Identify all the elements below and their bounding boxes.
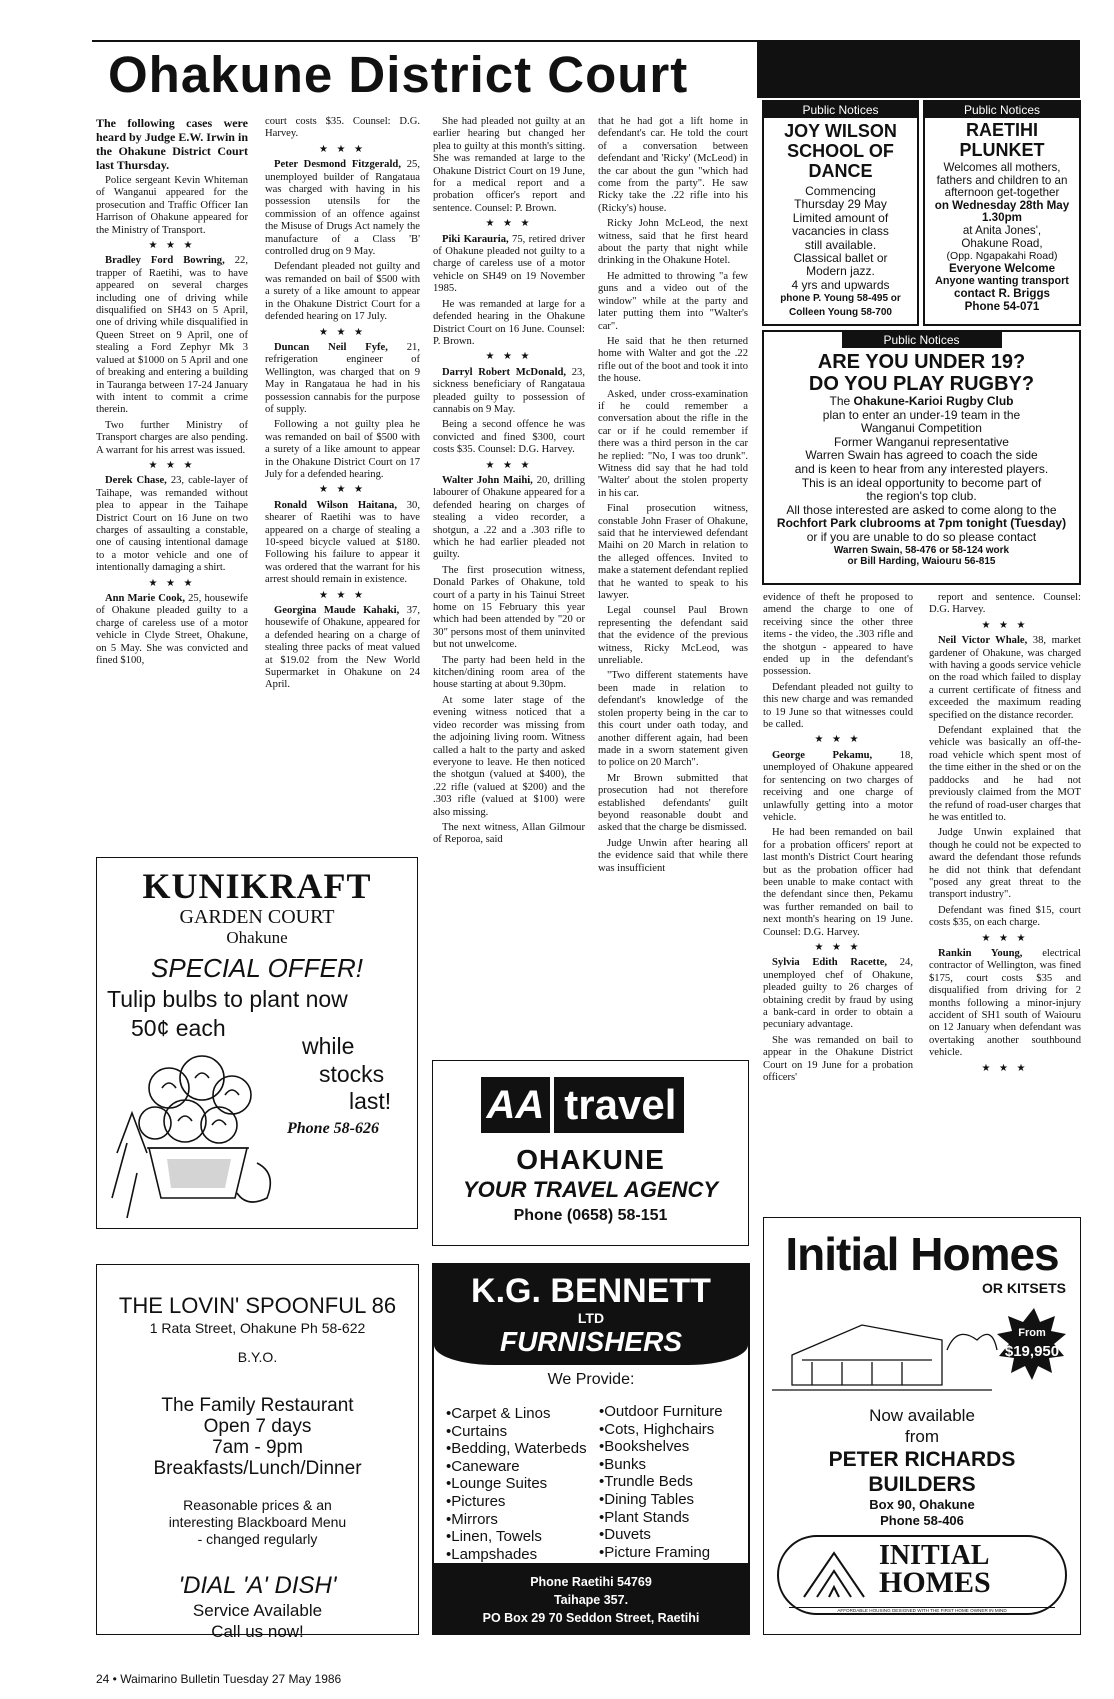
- notice-line: 1.30pm: [982, 211, 1022, 225]
- separator-stars: ★ ★ ★: [485, 218, 533, 230]
- notice-line: or Bill Harding, Waiouru 56-815: [847, 555, 996, 567]
- ad-line: 7am - 9pm: [212, 1437, 303, 1458]
- ad-kitsets: OR KITSETS: [981, 1280, 1066, 1296]
- ad-town: OHAKUNE: [516, 1144, 665, 1175]
- ad-line: Call us now!: [211, 1622, 304, 1641]
- case-text: 37, housewife of Ohakune, appeared for a defended hearing on a charge of stealing three packs of meat valued at $19.02 from the New World Supermarket in Ohakune on 24 April.: [265, 605, 420, 691]
- separator-stars: ★ ★ ★: [981, 1062, 1029, 1074]
- list-item: •Bedding, Waterbeds: [446, 1440, 587, 1458]
- bennett-footer: [434, 1563, 748, 1633]
- ad-title: THE LOVIN' SPOONFUL 86: [118, 1293, 397, 1318]
- paragraph: Legal counsel Paul Brown representing the defendant said that the evidence of the previous witness, Ricky McLeod, was unreliable.: [598, 605, 748, 667]
- notice-line: fathers and children to an: [936, 173, 1068, 187]
- case-text: 24, unemployed chef of Ohakune, pleaded guilty to 26 charges of obtaining credit by fraud by using a bank-card in order to obtain a pecuniary advantage.: [763, 957, 913, 1031]
- list-item: •Picture Framing: [599, 1543, 711, 1561]
- notice-line: Limited amount of: [792, 210, 889, 225]
- list-item: •Bunks: [599, 1455, 646, 1473]
- aa-logo: [481, 1075, 701, 1135]
- notice-header: Public Notices: [842, 332, 1002, 348]
- notice-line: Colleen Young 58-700: [789, 306, 892, 318]
- notice-line: Warren Swain, 58-476 or 58-124 work: [833, 544, 1010, 556]
- separator-stars: ★ ★ ★: [981, 619, 1029, 631]
- paragraph: At some later stage of the evening witness noticed that a video recorder was missing from the adjoining living room. Witness called a halt to the party and asked everyone to leave. He then noticed the shotgun (valued at $400), the .22 rifle (valued at $200) and the .303 rifle (valued at $100) were also missing.: [433, 694, 585, 818]
- notice-line: This is an ideal opportunity to become part of: [801, 475, 1042, 490]
- paragraph: The party had been held in the kitchen/dining room area of the house starting at about 9.30pm.: [433, 654, 585, 691]
- paragraph: Being a second offence he was convicted and fined $300, court costs $35. Counsel: D.G. Harvey.: [433, 419, 585, 456]
- tulip-flowers-illustration: [107, 1033, 287, 1218]
- court-column-1: [96, 116, 248, 670]
- ad-phone: Phone 58-626: [287, 1120, 379, 1137]
- notice-line: (Opp. Ngapakahi Road): [946, 250, 1058, 263]
- case-text: 38, market gardener of Ohakune, was charged with having a goods service vehicle on the road which failed to display a current certificate of fitness and exceeded the maximum reading specified on the distance recorder.: [929, 635, 1081, 721]
- paragraph: The next witness, Allan Gilmour of Reporoa, said: [433, 821, 585, 846]
- notice-header: Public Notices: [925, 102, 1079, 118]
- ad-line: Breakfasts/Lunch/Dinner: [153, 1458, 362, 1479]
- defendant-name: Piki Karauria,: [442, 233, 509, 245]
- paragraph: report and sentence. Counsel: D.G. Harvey.: [929, 592, 1081, 616]
- ad-offer: SPECIAL OFFER!: [151, 953, 363, 983]
- separator-stars: ★ ★ ★: [319, 143, 366, 155]
- ad-line: from: [905, 1427, 939, 1446]
- ad-line: stocks: [319, 1061, 385, 1087]
- notice-line: All those interested are asked to come along to the: [786, 502, 1057, 517]
- ad-phone: Phone (0658) 58-151: [513, 1207, 668, 1224]
- defendant-name: Ann Marie Cook,: [105, 593, 186, 604]
- list-item: •Pictures: [446, 1492, 506, 1510]
- notice-title: JOY WILSON SCHOOL OF DANCE: [784, 121, 897, 181]
- paragraph: Judge Unwin explained that though he could not be expected to award the defendant those refunds he did not think that defendant "posed any great threat to the transport industry".: [929, 827, 1081, 901]
- aa-logo-word: travel: [554, 1077, 684, 1133]
- case-text: electrical contractor of Wellington, was fined $175, court costs $35 and disqualified from driving for 2 months following a minor-injury accident of SH1 south of Waiouru on 12 January when defendant was overtaking another southbound vehicle.: [929, 947, 1081, 1059]
- separator-stars: ★ ★ ★: [319, 326, 366, 338]
- notice-line: at Anita Jones',: [962, 223, 1042, 237]
- ad-phone: Phone 58-406: [880, 1513, 964, 1528]
- paragraph: Defendant pleaded not guilty and was remanded on bail of $500 with a surety of a like amount to appear in the Ohakune District Court for a defended hearing on 17 July.: [265, 261, 420, 323]
- aa-logo-badge: AA: [481, 1077, 551, 1133]
- notice-header: Public Notices: [764, 102, 917, 118]
- ad-line: Reasonable prices & an: [183, 1497, 332, 1513]
- list-item: •Trundle Beds: [599, 1473, 693, 1491]
- list-item: •Curtains: [446, 1422, 508, 1440]
- notice-line: or if you are unable to do so please contact: [806, 529, 1037, 544]
- ad-address: Box 90, Ohakune: [869, 1497, 975, 1512]
- bennett-list-left: [446, 1405, 596, 1563]
- ad-phone: Phone Raetihi 54769: [530, 1575, 652, 1589]
- case-text: 23, cable-layer of Taihape, was remanded without plea to appear in the Taihape District Court on 16 June on two charges of assaulting a constable, one of causing intentional damage to a motor vehicle and one of intentionally damaging a shirt.: [96, 475, 248, 574]
- list-item: •Caneware: [446, 1457, 520, 1475]
- paragraph: She was remanded on bail to appear in the Ohakune District Court on 19 June for a probation officers': [763, 1034, 913, 1084]
- list-item: •Outdoor Furniture: [599, 1403, 723, 1420]
- ad-initial-homes: [763, 1217, 1081, 1635]
- notice-line: plan to enter an under-19 team in the: [822, 407, 1021, 422]
- court-column-5: [763, 592, 913, 1087]
- ad-line: The Family Restaurant: [161, 1395, 354, 1416]
- separator-stars: ★ ★ ★: [148, 577, 196, 589]
- paragraph: Final prosecution witness, constable John Fraser of Ohakune, said that he interviewed defendant Maihi on 20 March in relation to the alleged offences. Invited to make a statement defendant replied that he wanted to speak to his lawyer.: [598, 503, 749, 602]
- list-item: •Duvets: [599, 1526, 651, 1544]
- notice-line: Wanganui Competition: [861, 421, 982, 436]
- paragraph: Defendant pleaded not guilty to this new charge and was remanded to 19 June so that witnesses could be called.: [763, 681, 913, 731]
- logo-slogan: AFFORDABLE HOUSING DESIGNED WITH THE FIRST HOME OWNER IN MIND: [789, 1607, 1055, 1614]
- case-text: 20, drilling labourer of Ohakune appeared for a defended hearing on charges of stealing a video recorder, a shotgun, a .22 and a .303 rifle to which he had earlier pleaded not guilty.: [433, 474, 586, 561]
- notice-line: contact R. Briggs: [954, 286, 1050, 300]
- separator-stars: ★ ★ ★: [485, 459, 533, 471]
- case-text: 22, trapper of Raetihi, was to have appeared on several charges including one of driving while disqualified on SH43 on 5 April, one of driving while disqualified in Queen Street on 9 April, one of stealing a Ford Zephyr Mk 3 valued at $1000 on 5 April and one of breaking and entering a building in Tauranga between 17-24 January with intent to commit a crime therein.: [96, 255, 248, 416]
- intro: The following cases were heard by Judge E.W. Irwin in the Ohakune District Court last Thursday.: [96, 116, 248, 172]
- separator-stars: ★ ★ ★: [814, 734, 862, 746]
- notice-heading: ARE YOU UNDER 19?: [817, 351, 1026, 373]
- notice-line: Welcomes all mothers,: [943, 161, 1061, 174]
- paragraph: court costs $35. Counsel: D.G. Harvey.: [265, 116, 420, 140]
- masthead-black-bar: [757, 40, 1080, 98]
- case-text: 21, refrigeration engineer of Wellington, was charged that on 9 May in Rangataua he had in his possession cannabis for the purpose of supply.: [265, 341, 420, 415]
- notice-line: still available.: [804, 237, 877, 252]
- notice-line: phone P. Young 58-495 or: [780, 293, 901, 305]
- list-item: •Lounge Suites: [446, 1475, 548, 1493]
- ad-phone: Taihape 357.: [553, 1593, 629, 1607]
- paragraph: Two further Ministry of Transport charges are also pending. A warrant for his arrest was issued.: [96, 419, 248, 456]
- ad-builder: BUILDERS: [868, 1473, 976, 1496]
- court-column-3: [433, 116, 585, 850]
- ad-provide: We Provide:: [547, 1371, 635, 1388]
- case-text: 75, retired driver of Ohakune pleaded not guilty to a charge of careless use of a motor vehicle on SH49 on 19 November 1985.: [433, 233, 585, 295]
- ad-brand: KUNIKRAFT: [142, 866, 372, 906]
- notice-line: Warren Swain has agreed to coach the side: [805, 448, 1038, 463]
- list-item: •Dining Tables: [599, 1490, 695, 1508]
- notice-line: Classical ballet or: [793, 251, 888, 266]
- house-illustration: [772, 1300, 1072, 1405]
- ad-subtitle: FURNISHERS: [499, 1326, 682, 1357]
- court-column-6: [929, 592, 1081, 1078]
- paragraph: Police sergeant Kevin Whiteman of Wanganui appeared for the prosecution and Traffic Officer Ian Harrison of Ohakune appeared for the Ministry of Transport.: [96, 175, 248, 236]
- notice-line: Ohakune Road,: [961, 236, 1043, 250]
- ad-aa-travel: [432, 1060, 749, 1246]
- ad-line: Now available: [869, 1406, 975, 1425]
- list-item: •Plant Stands: [599, 1508, 690, 1526]
- ad-line: - changed regularly: [197, 1531, 318, 1547]
- separator-stars: ★ ★ ★: [148, 240, 196, 252]
- notice-line: and is keen to hear from any interested players.: [794, 461, 1049, 476]
- notice-line: Former Wanganui representative: [834, 434, 1009, 449]
- bennett-header: [434, 1265, 748, 1365]
- ad-line: last!: [349, 1088, 392, 1114]
- notice-title: RAETIHI PLUNKET: [959, 120, 1045, 160]
- house-logo-icon: [799, 1547, 869, 1603]
- notice-line: Thursday 29 May: [794, 197, 887, 212]
- notice-line: 4 yrs and upwards: [791, 277, 890, 292]
- defendant-name: Ronald Wilson Haitana,: [274, 499, 397, 511]
- paragraph: He said that he then returned home with Walter and got the .22 rifle out of the boot and took it into the house.: [598, 335, 748, 385]
- case-text: 25, housewife of Ohakune pleaded guilty to a charge of careless use of a motor vehicle in Clyde Street, Ohakune, on 5 May. She was convicted and fined $100,: [96, 593, 248, 667]
- ad-kunikraft: [96, 857, 418, 1229]
- logo-word: INITIAL: [879, 1540, 990, 1571]
- ad-kg-bennett: [432, 1263, 750, 1635]
- defendant-name: Derek Chase,: [105, 475, 167, 487]
- notice-heading: DO YOU PLAY RUGBY?: [808, 373, 1035, 395]
- notice-raetihi-plunket: [923, 100, 1081, 326]
- defendant-name: Neil Victor Whale,: [938, 635, 1028, 647]
- paragraph: He was remanded at large for a defended hearing in the Ohakune District Court on 16 June. Counsel: P. Brown.: [433, 298, 585, 347]
- ad-line: Service Available: [192, 1601, 323, 1620]
- paragraph: The first prosecution witness, Donald Parkes of Ohakune, told court of a party in his Tainui Street home on 15 February this year which had been attended by "20 or 30" persons most of them uninvited but not unwelcome.: [433, 564, 585, 651]
- ad-line: Tulip bulbs to plant now: [107, 986, 348, 1012]
- ad-byo: B.Y.O.: [237, 1349, 278, 1365]
- notice-line: Modern jazz.: [806, 264, 875, 279]
- separator-stars: ★ ★ ★: [148, 459, 196, 471]
- notice-line: the region's top club.: [866, 489, 977, 504]
- paragraph: Mr Brown submitted that prosecution had not therefore established defendants' guilt beyond reasonable doubt and asked that the charge be dismissed.: [598, 772, 748, 834]
- defendant-name: Georgina Maude Kahaki,: [274, 605, 400, 617]
- list-item: •Mirrors: [446, 1510, 498, 1528]
- paragraph: that he had got a lift home in defendant's car. He told the court of a conversation between defendant and 'Ricky' (McLeod) in the car about the gun "which had come from the party". He saw Ricky take the .22 rifle into his (Ricky's) house.: [598, 116, 748, 214]
- paragraph: Judge Unwin after hearing all the evidence said that while there was insufficient: [598, 837, 748, 874]
- notice-line: Commencing: [805, 184, 876, 198]
- case-text: 30, shearer of Raetihi was to have appeared on a charge of stealing a 10-speed bicycle valued at $180. Following his failure to appear it was ordered that the warrant for his arrest should remain in existence.: [265, 499, 420, 586]
- list-item: •Bookshelves: [599, 1438, 690, 1456]
- notice-line: Rochfort Park clubrooms at 7pm tonight (Tuesday): [776, 516, 1067, 531]
- bennett-list-right: [599, 1403, 749, 1561]
- ad-subtitle: GARDEN COURT: [179, 906, 335, 928]
- defendant-name: Peter Desmond Fitzgerald,: [274, 159, 401, 171]
- notice-line: [764, 395, 1079, 409]
- defendant-name: Sylvia Edith Racette,: [772, 957, 888, 969]
- defendant-name: George Pekamu,: [772, 749, 873, 761]
- notice-line: Anyone wanting transport: [935, 275, 1069, 288]
- paragraph: "Two different statements have been made in relation to defendant's knowledge of the stolen property being in the car to this court under oath today, and another different again, had been made in a sworn statement given to police on 20 March".: [598, 670, 748, 769]
- ad-title: Initial Homes: [785, 1228, 1059, 1280]
- paragraph: Asked, under cross-examination if he could remember a conversation about the rifle in the car or if he could remember if there was a third person in the car he replied: "No, I was too drunk". Witness did say that he had told 'Walter' about the stolen property in his car.: [598, 388, 748, 499]
- paragraph: Defendant explained that the vehicle was basically an off-the-road vehicle which spent most of the time either in the shed or on the paddocks and he had not previously claimed from the MOT the refund of road-user charges that he was entitled to.: [929, 725, 1081, 823]
- logo-word: HOMES: [879, 1566, 991, 1599]
- ad-line: interesting Blackboard Menu: [168, 1514, 347, 1530]
- paragraph: He admitted to throwing "a few guns and a video out of the window" while at the party and later putting them into "Walter's car".: [598, 270, 748, 332]
- paragraph: She had pleaded not guilty at an earlier hearing but changed her plea to guilty at this month's sitting. She was remanded at large to the Ohakune District Court on 19 June, for a medical report and a probation officer's report and sentence. Counsel: P. Brown.: [433, 116, 585, 214]
- case-text: 18, unemployed of Ohakune appeared for sentencing on two charges of receiving and one charge of unlawfully getting into a motor vehicle.: [763, 749, 913, 823]
- page-title: Ohakune District Court: [108, 46, 689, 103]
- ad-ltd: LTD: [577, 1310, 605, 1326]
- list-item: •Carpet & Linos: [446, 1405, 551, 1422]
- notice-rugby: [762, 330, 1081, 585]
- top-rule: [92, 40, 757, 42]
- separator-stars: ★ ★ ★: [981, 932, 1029, 944]
- notice-line: vacancies in class: [792, 224, 889, 239]
- ad-title: K.G. BENNETT: [471, 1272, 711, 1310]
- court-column-2: [265, 116, 420, 695]
- paragraph: Following a not guilty plea he was remanded on bail of $500 with a surety of a like amount to appear in the Ohakune District Court on 17 July for a defended hearing.: [265, 419, 420, 480]
- ad-address: 1 Rata Street, Ohakune Ph 58-622: [149, 1320, 366, 1336]
- club-name: Ohakune-Karioi Rugby Club: [853, 394, 1014, 408]
- ad-slogan: 'DIAL 'A' DISH': [178, 1572, 337, 1599]
- paragraph: He had been remanded on bail for a probation officers' report at last month's District Court hearing but as the probation officer had been unable to make contact with the defendant since then, Pekamu was further remanded on bail to next month's hearing on 19 June. Counsel: D.G. Harvey.: [763, 827, 913, 938]
- initial-homes-logo: [777, 1535, 1067, 1615]
- notice-line: Phone 54-071: [964, 299, 1040, 313]
- ad-tagline: YOUR TRAVEL AGENCY: [462, 1177, 719, 1202]
- defendant-name: Duncan Neil Fyfe,: [274, 341, 388, 353]
- separator-stars: ★ ★ ★: [814, 941, 862, 953]
- defendant-name: Walter John Maihi,: [442, 474, 533, 486]
- notice-text: The: [829, 394, 854, 408]
- ad-location: Ohakune: [226, 928, 288, 947]
- ad-address: PO Box 29 70 Seddon Street, Raetihi: [482, 1611, 700, 1625]
- paragraph: evidence of theft he proposed to amend the charge to one of receiving since the other three items - the video, the .303 rifle and the shotgun - appeared to have ended up in the defendant's possession.: [763, 592, 913, 678]
- notice-line: on Wednesday 28th May: [934, 198, 1070, 212]
- list-item: •Linen, Towels: [446, 1528, 542, 1546]
- ad-lovin-spoonful: [96, 1264, 419, 1641]
- ad-line: 50¢ each: [131, 1015, 226, 1041]
- notice-joy-wilson: [762, 100, 919, 326]
- page-footer: 24 • Waimarino Bulletin Tuesday 27 May 1986: [96, 1672, 342, 1686]
- case-text: 23, sickness beneficiary of Rangataua pleaded guilty to possession of cannabis on 9 May.: [433, 366, 585, 415]
- price-from: From: [1018, 1327, 1046, 1339]
- paragraph: Defendant was fined $15, court costs $35, on each charge.: [929, 904, 1081, 929]
- notice-line: Everyone Welcome: [948, 261, 1056, 275]
- separator-stars: ★ ★ ★: [319, 589, 366, 601]
- ad-builder: PETER RICHARDS: [828, 1448, 1016, 1471]
- notice-line: afternoon get-together: [944, 186, 1060, 200]
- separator-stars: ★ ★ ★: [485, 351, 533, 363]
- ad-line: Open 7 days: [203, 1416, 312, 1437]
- paragraph: Ricky John McLeod, the next witness, said that he first heard about the party that night while drinking in the Ohakune Hotel.: [598, 218, 748, 267]
- list-item: •Cots, Highchairs: [599, 1420, 715, 1438]
- price-starburst: [997, 1308, 1066, 1380]
- ad-line: while: [302, 1033, 355, 1059]
- court-column-4: [598, 116, 748, 878]
- price: $19,950: [1004, 1343, 1060, 1360]
- defendant-name: Rankin Young,: [938, 947, 1023, 959]
- separator-stars: ★ ★ ★: [319, 484, 366, 496]
- defendant-name: Darryl Robert McDonald,: [442, 366, 567, 378]
- case-text: 25, unemployed builder of Rangataua was charged with having in his possession utensils for the commission of an offence against the Misuse of Drugs Act namely the manufacture of a Class 'B' controlled drug on 9 May.: [265, 159, 420, 258]
- defendant-name: Bradley Ford Bowring,: [105, 255, 225, 267]
- list-item: •Lampshades: [446, 1545, 538, 1563]
